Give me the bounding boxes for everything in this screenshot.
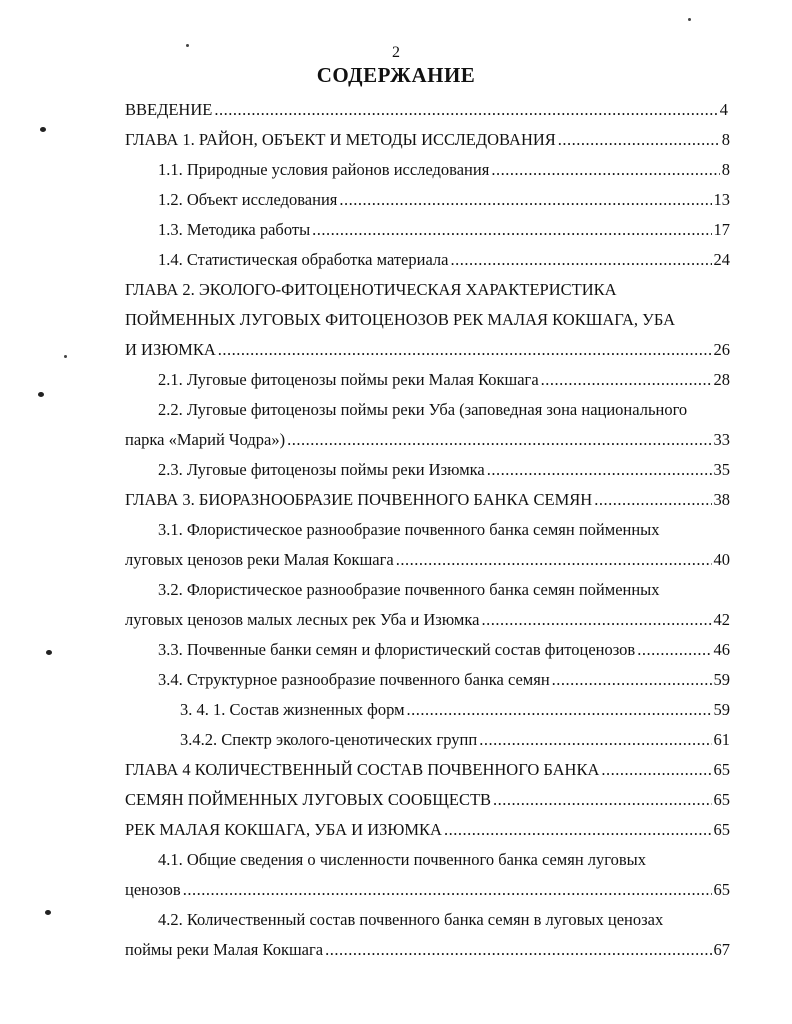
toc-entry bbox=[125, 425, 730, 455]
toc-entry bbox=[125, 815, 730, 845]
dot-leader bbox=[481, 605, 711, 635]
toc-entry bbox=[158, 215, 730, 245]
dot-leader bbox=[183, 875, 712, 905]
dot-leader bbox=[396, 545, 712, 575]
toc-entry-page: 59 bbox=[713, 670, 730, 689]
toc-entry-text: 3. 4. 1. Состав жизненных форм bbox=[180, 700, 405, 719]
toc-entry-page: 4 bbox=[719, 100, 728, 119]
dot-leader bbox=[444, 815, 712, 845]
toc-entry-page: 17 bbox=[713, 220, 730, 239]
scan-speck bbox=[38, 392, 44, 397]
dot-leader bbox=[493, 785, 711, 815]
toc-entry bbox=[180, 725, 730, 755]
toc-entry bbox=[158, 845, 646, 875]
dot-leader bbox=[601, 755, 711, 785]
toc-entry-text: ГЛАВА 3. БИОРАЗНООБРАЗИЕ ПОЧВЕННОГО БАНКА СЕМЯН bbox=[125, 490, 593, 509]
toc-entry-text: 4.2. Количественный состав почвенного банка семян в луговых ценозах bbox=[158, 910, 664, 929]
toc-entry bbox=[125, 605, 730, 635]
toc-entry bbox=[125, 125, 730, 155]
toc-entry-page: 59 bbox=[713, 700, 730, 719]
toc-entry-text: 2.3. Луговые фитоценозы поймы реки Изюмка bbox=[158, 460, 485, 479]
toc-entry bbox=[125, 95, 728, 125]
toc-entry bbox=[158, 245, 730, 275]
toc-entry-text: ГЛАВА 2. ЭКОЛОГО-ФИТОЦЕНОТИЧЕСКАЯ ХАРАКТЕРИСТИКА bbox=[125, 280, 617, 299]
dot-leader bbox=[594, 485, 711, 515]
scan-speck bbox=[40, 127, 46, 132]
page-number: 2 bbox=[392, 44, 400, 61]
toc-entry-text: луговых ценозов реки Малая Кокшага bbox=[125, 550, 394, 569]
toc-entry-page: 46 bbox=[713, 640, 730, 659]
toc-entry-page: 28 bbox=[713, 370, 730, 389]
toc-entry bbox=[125, 755, 730, 785]
toc-entry-text: поймы реки Малая Кокшага bbox=[125, 940, 324, 959]
toc-entry bbox=[125, 785, 730, 815]
toc-entry-text: 1.3. Методика работы bbox=[158, 220, 311, 239]
toc-entry bbox=[158, 515, 660, 545]
toc-entry-page: 8 bbox=[721, 160, 730, 179]
toc-entry-text: СЕМЯН ПОЙМЕННЫХ ЛУГОВЫХ СООБЩЕСТВ bbox=[125, 790, 492, 809]
toc-entry-page: 38 bbox=[713, 490, 730, 509]
toc-entry-text: ценозов bbox=[125, 880, 181, 899]
toc-entry-text: 1.1. Природные условия районов исследования bbox=[158, 160, 490, 179]
toc-entry-text: 3.4. Структурное разнообразие почвенного банка семян bbox=[158, 670, 550, 689]
toc-entry-text: ПОЙМЕННЫХ ЛУГОВЫХ ФИТОЦЕНОЗОВ РЕК МАЛАЯ КОКШАГА, УБА bbox=[125, 310, 676, 329]
toc-entry bbox=[125, 485, 730, 515]
dot-leader bbox=[491, 155, 719, 185]
scan-speck bbox=[46, 650, 52, 655]
dot-leader bbox=[218, 335, 712, 365]
dot-leader bbox=[541, 365, 712, 395]
toc-entry-page: 8 bbox=[721, 130, 730, 149]
dot-leader bbox=[325, 935, 711, 965]
dot-leader bbox=[558, 125, 720, 155]
toc-entry-text: РЕК МАЛАЯ КОКШАГА, УБА И ИЗЮМКА bbox=[125, 820, 442, 839]
scan-speck bbox=[688, 18, 691, 21]
toc-entry-page: 40 bbox=[713, 550, 730, 569]
toc-entry-page: 65 bbox=[713, 880, 730, 899]
toc-entry-text: 3.2. Флористическое разнообразие почвенного банка семян пойменных bbox=[158, 580, 660, 599]
toc-entry bbox=[180, 695, 730, 725]
toc-entry-text: 3.1. Флористическое разнообразие почвенного банка семян пойменных bbox=[158, 520, 660, 539]
toc-entry-text: 2.1. Луговые фитоценозы поймы реки Малая Кокшага bbox=[158, 370, 539, 389]
toc-entry bbox=[158, 155, 730, 185]
toc-entry-page: 42 bbox=[713, 610, 730, 629]
dot-leader bbox=[479, 725, 711, 755]
toc-entry-text: парка «Марий Чодра») bbox=[125, 430, 286, 449]
toc-entry-text: 4.1. Общие сведения о численности почвенного банка семян луговых bbox=[158, 850, 647, 869]
toc-entry bbox=[125, 935, 730, 965]
toc-entry-page: 24 bbox=[713, 250, 730, 269]
toc-entry-page: 67 bbox=[713, 940, 730, 959]
toc-entry-page: 13 bbox=[713, 190, 730, 209]
toc-entry-text: 2.2. Луговые фитоценозы поймы реки Уба (заповедная зона национального bbox=[158, 400, 688, 419]
dot-leader bbox=[312, 215, 711, 245]
toc-entry bbox=[125, 545, 730, 575]
toc-entry bbox=[158, 395, 687, 425]
dot-leader bbox=[214, 95, 717, 125]
toc-entry-page: 65 bbox=[713, 760, 730, 779]
toc-entry-page: 35 bbox=[713, 460, 730, 479]
toc-title: СОДЕРЖАНИЕ bbox=[316, 63, 476, 87]
toc-entry-page: 61 bbox=[713, 730, 730, 749]
scan-speck bbox=[186, 44, 189, 47]
toc-entry-page: 26 bbox=[713, 340, 730, 359]
toc-entry-text: ГЛАВА 4 КОЛИЧЕСТВЕННЫЙ СОСТАВ ПОЧВЕННОГО БАНКА bbox=[125, 760, 600, 779]
dot-leader bbox=[407, 695, 712, 725]
toc-entry-text: ГЛАВА 1. РАЙОН, ОБЪЕКТ И МЕТОДЫ ИССЛЕДОВАНИЯ bbox=[125, 130, 556, 149]
toc-entry bbox=[158, 905, 663, 935]
dot-leader bbox=[287, 425, 711, 455]
dot-leader bbox=[339, 185, 711, 215]
dot-leader bbox=[637, 635, 711, 665]
scan-speck bbox=[64, 355, 67, 358]
dot-leader bbox=[487, 455, 712, 485]
toc-entry-text: луговых ценозов малых лесных рек Уба и Изюмка bbox=[125, 610, 480, 629]
toc-entry bbox=[158, 365, 730, 395]
toc-entry bbox=[125, 275, 617, 305]
toc-entry-page: 33 bbox=[713, 430, 730, 449]
toc-entry bbox=[158, 455, 730, 485]
toc-entry bbox=[158, 575, 660, 605]
dot-leader bbox=[552, 665, 712, 695]
toc-entry bbox=[125, 305, 675, 335]
toc-entry-text: 1.2. Объект исследования bbox=[158, 190, 338, 209]
toc-entry bbox=[125, 875, 730, 905]
toc-entry bbox=[158, 185, 730, 215]
toc-entry-page: 65 bbox=[713, 790, 730, 809]
toc-entry bbox=[125, 335, 730, 365]
toc-entry bbox=[158, 635, 730, 665]
toc-entry-page: 65 bbox=[713, 820, 730, 839]
toc-entry-text: 1.4. Статистическая обработка материала bbox=[158, 250, 449, 269]
toc-entry-text: ВВЕДЕНИЕ bbox=[125, 100, 213, 119]
scan-speck bbox=[45, 910, 51, 915]
toc-entry-text: 3.4.2. Спектр эколого-ценотических групп bbox=[180, 730, 478, 749]
toc-entry bbox=[158, 665, 730, 695]
toc-entry-text: 3.3. Почвенные банки семян и флористический состав фитоценозов bbox=[158, 640, 636, 659]
dot-leader bbox=[450, 245, 711, 275]
toc-entry-text: И ИЗЮМКА bbox=[125, 340, 216, 359]
